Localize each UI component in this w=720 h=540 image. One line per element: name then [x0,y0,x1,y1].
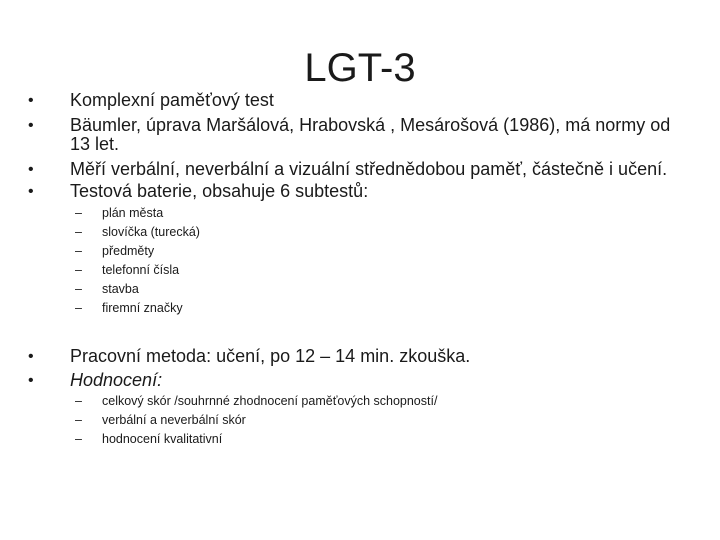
bullet-item [28,160,708,179]
subtest-item [75,204,675,223]
subtest-dash: – [75,225,82,239]
bullet-item [28,347,708,366]
evaluation-item [75,392,675,411]
slide-title: LGT-3 [304,46,416,90]
subtest-dash: – [75,282,82,296]
subtest-item [75,261,675,280]
subtest-text: slovíčka (turecká) [102,225,200,239]
bullet-item [28,91,708,110]
evaluation-text: celkový skór /souhrnné zhodnocení paměťových schopností/ [102,394,438,408]
subtest-item [75,223,675,242]
bullet-text: Bäumler, úprava Maršálová, Hrabovská , Mesárošová (1986), má normy od 13 let. [70,115,671,154]
bullet-marker: • [28,372,34,389]
bullet-marker: • [28,117,34,134]
evaluation-dash: – [75,394,82,408]
subtest-text: firemní značky [102,301,183,315]
subtest-text: předměty [102,244,155,258]
subtest-dash: – [75,301,82,315]
subtest-item [75,242,675,261]
evaluation-text: verbální a neverbální skór [102,413,246,427]
bullet-text: Pracovní metoda: učení, po 12 – 14 min. zkouška. [70,346,471,366]
evaluation-dash: – [75,432,82,446]
bullet-marker: • [28,348,34,365]
subtest-item [75,280,675,299]
subtest-text: telefonní čísla [102,263,180,277]
bullet-text: Měří verbální, neverbální a vizuální střednědobou paměť, částečně i učení. [70,159,668,179]
evaluation-text: hodnocení kvalitativní [102,432,223,446]
subtest-dash: – [75,206,82,220]
bullet-text: Komplexní paměťový test [70,90,274,110]
bullet-text: Testová baterie, obsahuje 6 subtestů: [70,181,369,201]
subtest-text: stavba [102,282,139,296]
bullet-marker: • [28,183,34,200]
bullet-item [28,116,708,154]
bullet-marker: • [28,161,34,178]
subtest-item [75,299,675,318]
bullet-text: Hodnocení: [70,370,163,390]
subtest-dash: – [75,263,82,277]
evaluation-item [75,411,675,430]
bullet-marker: • [28,92,34,109]
evaluation-dash: – [75,413,82,427]
subtest-dash: – [75,244,82,258]
subtest-text: plán města [102,206,164,220]
bullet-item [28,182,708,201]
bullet-item [28,371,708,390]
evaluation-item [75,430,675,449]
